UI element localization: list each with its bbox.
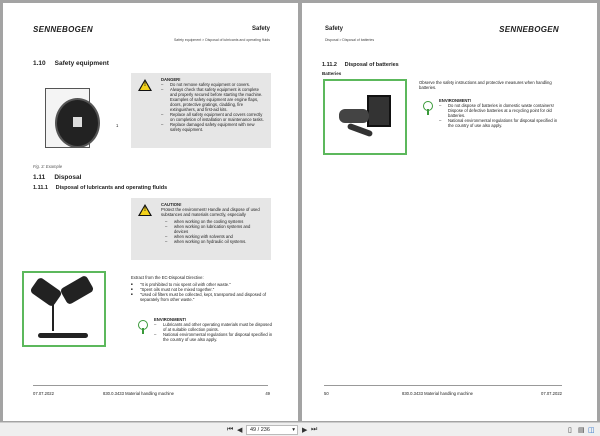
pdf-toolbar: [0, 422, 600, 436]
list-item: – Always check that safety equipment is complete and properly secured before starting the machine. Examples of safety equipment are engine flaps, doors, protective gratings, cladding, fire extinguishers, and first-aid kits.: [161, 87, 265, 112]
caution-box: [131, 198, 271, 260]
fan-radiator-image: [45, 78, 105, 153]
battery-disposal-pictogram: [323, 79, 407, 155]
chevron-down-icon[interactable]: ▾: [292, 427, 295, 433]
warning-triangle-icon: !: [138, 79, 152, 91]
breadcrumb: Safety equipment > Disposal of lubricants and operating fluids: [173, 38, 270, 42]
heading-disposal: 1.11 Disposal: [33, 174, 82, 181]
environment-box: [154, 317, 274, 342]
heading-disposal-batteries: 1.11.2 Disposal of batteries: [322, 62, 399, 68]
first-page-button[interactable]: ⏮: [227, 426, 234, 433]
figure-caption: Fig. 3: Example: [33, 164, 63, 169]
footer-rule: [324, 385, 562, 386]
pdf-page-50: [302, 3, 597, 421]
list-item: – Replace all safety equipment and covers correctly on completion of installation or maintenance tasks.: [161, 112, 265, 122]
single-page-view-icon[interactable]: ▯: [568, 427, 572, 434]
last-page-button[interactable]: ⏭: [311, 426, 318, 433]
previous-page-button[interactable]: ◀: [237, 427, 243, 434]
list-item: – National environmental regulations for disposal specified in the country of use also apply.: [439, 118, 559, 128]
list-item: ■ "It is prohibited to mix spent oil with other waste.": [131, 282, 276, 287]
intro-text: Observe the safety instructions and protective measures when handling batteries.: [419, 80, 552, 90]
environment-tree-icon: [423, 101, 433, 111]
sennebogen-logo: SENNEBOGEN: [499, 25, 559, 34]
extract-section: [131, 275, 276, 302]
list-item: – when working on lubrication systems and devices: [165, 224, 265, 234]
section-title: Safety: [325, 26, 344, 32]
oil-disposal-pictogram: [22, 271, 106, 347]
extract-title: Extract from the EC-Disposal Directive:: [131, 275, 204, 280]
callout-number: 1: [116, 123, 119, 128]
list-item: – when working on the cooling systems: [165, 219, 265, 224]
page-number-field[interactable]: [246, 425, 298, 435]
list-item: – Replace damaged safety equipment with new safety equipment.: [161, 122, 265, 132]
list-item: – when working on hydraulic oil systems.: [165, 239, 265, 244]
footer-page-number: 49: [265, 391, 270, 396]
pdf-page-49: [3, 3, 298, 421]
two-page-view-icon[interactable]: ◫: [588, 427, 595, 434]
footer-date: 07.07.2022: [33, 391, 54, 396]
subheading-batteries: Batteries: [322, 71, 342, 76]
list-item: – Do not remove safety equipment or covers.: [161, 82, 265, 87]
footer-doc: 830.0.3433 Material handling machine: [103, 391, 175, 396]
footer-page-number: 50: [324, 391, 329, 396]
list-item: – when working with solvents and: [165, 234, 265, 239]
caution-title: CAUTION!: [161, 202, 182, 207]
caution-intro: Protect the environment! Handle and dispose of used substances and materials correctly, especially: [161, 207, 260, 217]
heading-safety-equipment: 1.10 Safety equipment: [33, 60, 109, 67]
footer-doc: 830.0.3433 Material handling machine: [402, 391, 474, 396]
env-title: ENVIRONMENT!: [154, 317, 187, 322]
danger-box: [131, 73, 271, 148]
next-page-button[interactable]: ▶: [302, 427, 308, 434]
footer-rule: [33, 385, 268, 386]
danger-title: DANGER!: [161, 77, 181, 82]
breadcrumb: Disposal > Disposal of batteries: [325, 38, 375, 42]
warning-triangle-icon: !: [138, 204, 152, 216]
environment-tree-icon: [138, 320, 148, 330]
list-item: ■ "Spent oils must not be mixed together.": [131, 287, 276, 292]
env-title: ENVIRONMENT!: [439, 98, 472, 103]
list-item: – Do not dispose of batteries in domestic waste containers! Dispose of defective batteries at a recycling point for old batteries.: [439, 103, 559, 118]
list-item: ■ "Used oil filters must be collected, kept, transported and disposed of separately from other waste.": [131, 292, 276, 302]
page-number-value: 49 / 236: [250, 427, 270, 433]
list-item: – Lubricants and other operating materials must be disposed of at suitable collection points.: [154, 322, 274, 332]
section-title: Safety: [251, 26, 270, 32]
continuous-view-icon[interactable]: ▤: [578, 427, 585, 434]
list-item: – National environmental regulations for disposal specified in the country of use also apply.: [154, 332, 274, 342]
sennebogen-logo: SENNEBOGEN: [33, 25, 93, 34]
heading-disposal-lubricants: 1.11.1 Disposal of lubricants and operating fluids: [33, 185, 168, 191]
environment-box: [439, 98, 559, 128]
footer-date: 07.07.2022: [541, 391, 562, 396]
